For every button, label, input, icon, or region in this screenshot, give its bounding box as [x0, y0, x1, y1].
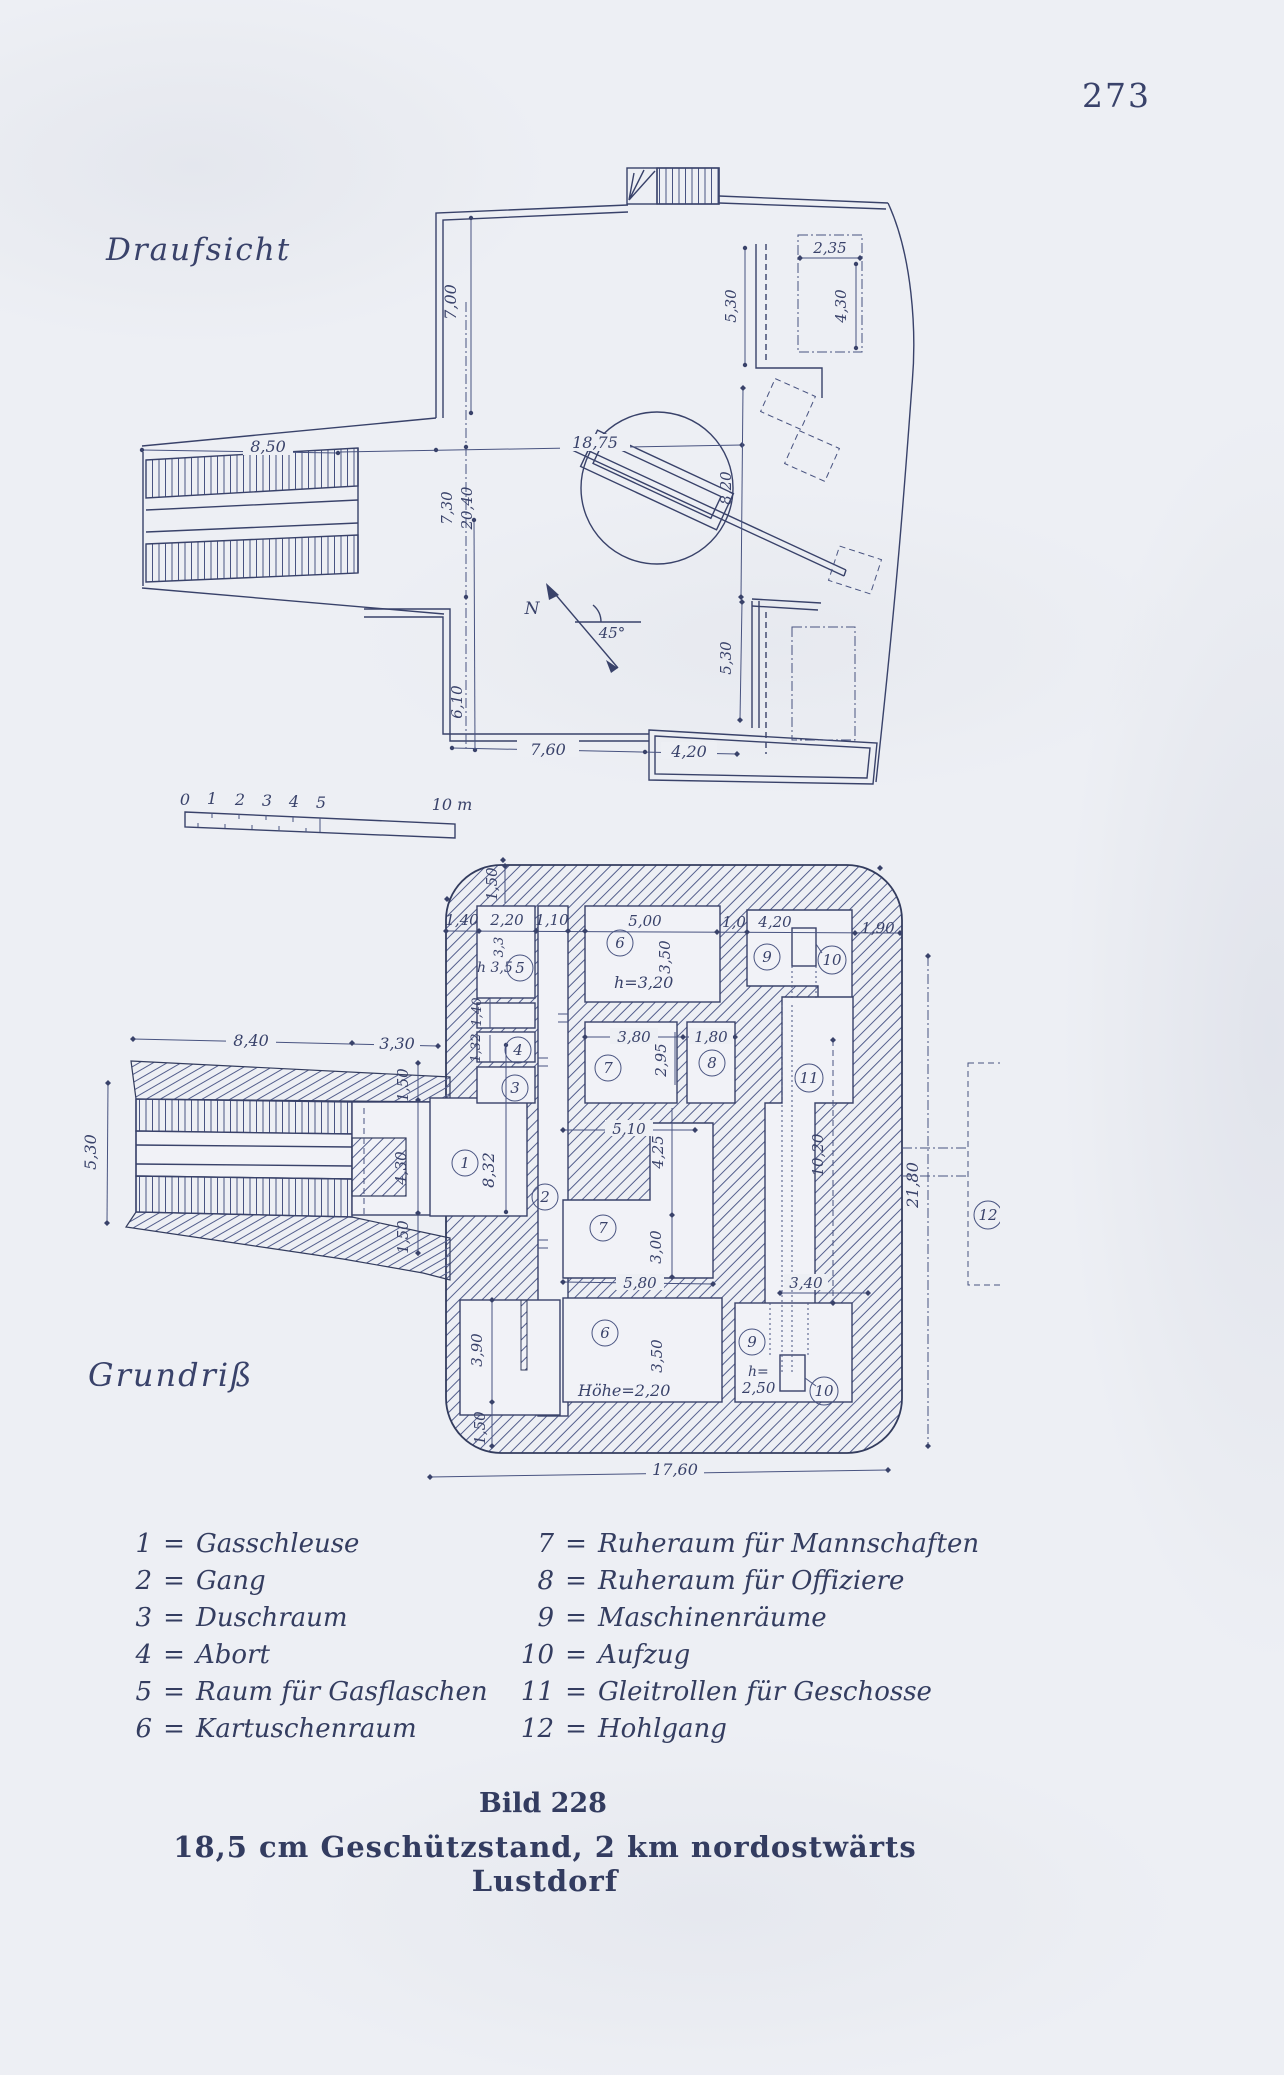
legend-equals: =: [565, 1603, 587, 1633]
legend-left-column: [98, 1526, 488, 1748]
page-number: 273: [1082, 76, 1151, 115]
g-dim-380: 3,80: [617, 1028, 651, 1046]
grundriss-title: Grundriß: [88, 1356, 254, 1394]
g-dim-390: 3,90: [468, 1333, 486, 1367]
svg-text:6: 6: [615, 934, 625, 952]
compass-north-arrow: [546, 583, 641, 673]
compass-angle-label: 45°: [598, 624, 626, 642]
legend-label: Abort: [196, 1640, 270, 1670]
g-dim-832: 8,32: [479, 1152, 498, 1188]
dim-700: 7,00: [441, 284, 460, 320]
dim-530-top: 5,30: [722, 289, 740, 323]
compass-n-label: N: [524, 599, 540, 619]
legend-number: 5: [135, 1677, 152, 1707]
legend-equals: =: [163, 1714, 185, 1744]
scale-tick-5: 5: [315, 793, 327, 812]
legend-row-1: [98, 1526, 488, 1563]
legend-number: 1: [135, 1529, 152, 1559]
dim-530-bottom: 5,30: [717, 641, 735, 675]
svg-text:10: 10: [814, 1382, 834, 1400]
right-walls-and-curve: [719, 196, 914, 782]
scale-end-label: 10 m: [431, 795, 473, 814]
staircase: [627, 168, 719, 204]
svg-text:2: 2: [540, 1188, 550, 1206]
legend-number: 4: [135, 1640, 152, 1670]
legend-row-7: [500, 1526, 979, 1563]
g-dim-2180: 21,80: [903, 1162, 922, 1208]
draufsicht-drawing: [60, 120, 960, 820]
legend-row-4: [98, 1637, 488, 1674]
legend-equals: =: [163, 1640, 185, 1670]
g-dim-350a: 3,50: [656, 940, 674, 974]
g-dim-1760: 17,60: [652, 1460, 698, 1479]
dim-760: 7,60: [530, 740, 566, 759]
g-dim-250: 2,50: [742, 1379, 776, 1397]
legend-number: 2: [135, 1566, 152, 1596]
figure-caption-number: Bild 228: [479, 1788, 607, 1819]
legend-number: 10: [520, 1640, 554, 1670]
dim-235: 2,35: [813, 239, 847, 257]
room-marker-12: [974, 1201, 1000, 1229]
legend-number: 6: [135, 1714, 152, 1744]
scale-tick-1: 1: [206, 789, 218, 808]
dim-430: 4,30: [832, 289, 850, 323]
legend-number: 3: [135, 1603, 152, 1633]
svg-text:7: 7: [598, 1219, 608, 1237]
dim-730: 7,30: [438, 491, 456, 525]
g-dim-220: 2,20: [490, 911, 524, 929]
svg-text:9: 9: [747, 1333, 757, 1351]
g-dim-500: 5,00: [628, 912, 662, 930]
scale-bar: [150, 770, 490, 850]
legend-equals: =: [163, 1566, 185, 1596]
g-dim-h35: h 3,5: [477, 960, 513, 976]
g-dim-425: 4,25: [649, 1135, 667, 1169]
legend-row-9: [500, 1600, 979, 1637]
dashed-annex-outlines: [761, 235, 882, 740]
g-dim-140: 1,40: [445, 911, 479, 929]
legend-label: Hohlgang: [598, 1714, 727, 1744]
g-dim-1020: 10,20: [809, 1133, 827, 1177]
scale-tick-3: 3: [261, 791, 273, 810]
legend-row-3: [98, 1600, 488, 1637]
legend-label: Ruheraum für Offiziere: [598, 1566, 905, 1596]
legend-equals: =: [565, 1640, 587, 1670]
svg-text:9: 9: [762, 948, 772, 966]
svg-text:8: 8: [707, 1054, 717, 1072]
g-dim-510: 5,10: [612, 1120, 646, 1138]
legend-equals: =: [163, 1529, 185, 1559]
legend-label: Ruheraum für Mannschaften: [598, 1529, 980, 1559]
g-dim-132: 1,32: [469, 1033, 484, 1063]
legend-equals: =: [163, 1603, 185, 1633]
legend-right-column: [500, 1526, 979, 1748]
legend-label: Maschinenräume: [598, 1603, 827, 1633]
figure-caption-text: 18,5 cm Geschützstand, 2 km nordostwärts Lustdorf: [173, 1830, 917, 1898]
legend-number: 8: [537, 1566, 554, 1596]
dim-2040: 20,40: [458, 486, 476, 530]
g-dim-150b: 1,50: [394, 1220, 412, 1254]
svg-text:6: 6: [600, 1324, 610, 1342]
dim-850: 8,50: [250, 437, 286, 456]
svg-text:7: 7: [603, 1059, 613, 1077]
g-dim-430v: 4,30: [392, 1151, 410, 1185]
legend-row-5: [98, 1674, 488, 1711]
legend-number: 12: [520, 1714, 554, 1744]
g-dim-10: 1,0: [722, 913, 746, 931]
svg-text:5: 5: [515, 959, 525, 977]
g-dim-350b: 3,50: [648, 1339, 666, 1373]
g-dim-150-bot: 1,50: [471, 1411, 489, 1445]
scale-tick-2: 2: [234, 790, 246, 809]
g-dim-heq: h=: [748, 1364, 769, 1380]
g-dim-330: 3,30: [379, 1034, 415, 1053]
grundriss-drawing: [60, 850, 1000, 1495]
dim-1875: 18,75: [572, 433, 618, 452]
svg-text:1: 1: [460, 1154, 470, 1172]
legend-equals: =: [565, 1714, 587, 1744]
dim-420: 4,20: [671, 742, 707, 761]
svg-text:12: 12: [978, 1206, 998, 1224]
svg-text:3: 3: [510, 1079, 520, 1097]
legend-row-10: [500, 1637, 979, 1674]
g-dim-530: 5,30: [81, 1134, 100, 1170]
legend-label: Duschraum: [196, 1603, 348, 1633]
g-dim-300: 3,00: [647, 1230, 665, 1264]
g-dim-150a: 1,50: [394, 1068, 412, 1102]
g-dim-840: 8,40: [233, 1031, 269, 1050]
legend-equals: =: [163, 1677, 185, 1707]
draufsicht-title: Draufsicht: [106, 232, 292, 268]
dim-610: 6,10: [448, 685, 466, 719]
legend-equals: =: [565, 1566, 587, 1596]
g-dim-295: 2,95: [652, 1043, 670, 1077]
ramp-stairs: [136, 1099, 352, 1217]
g-dim-hoehe220: Höhe=2,20: [578, 1381, 671, 1400]
g-dim-140b: 1,40: [470, 997, 485, 1027]
g-dim-110: 1,10: [535, 911, 569, 929]
upper-enclosure-walls: [436, 205, 628, 418]
legend-label: Gang: [196, 1566, 266, 1596]
scale-tick-4: 4: [288, 792, 300, 811]
svg-text:11: 11: [799, 1069, 819, 1087]
g-dim-h320: h=3,20: [614, 973, 674, 992]
g-dim-33: 3,3: [492, 936, 507, 958]
legend-equals: =: [565, 1529, 587, 1559]
legend-equals: =: [565, 1677, 587, 1707]
legend-label: Raum für Gasflaschen: [196, 1677, 488, 1707]
legend-row-12: [500, 1711, 979, 1748]
legend-label: Aufzug: [598, 1640, 691, 1670]
legend-number: 9: [537, 1603, 554, 1633]
scale-bar-geometry: [185, 812, 455, 838]
svg-text:4: 4: [513, 1041, 523, 1059]
g-dim-340: 3,40: [789, 1274, 823, 1292]
legend-row-11: [500, 1674, 979, 1711]
legend-number: 11: [520, 1677, 554, 1707]
legend-label: Gasschleuse: [196, 1529, 360, 1559]
legend-label: Kartuschenraum: [196, 1714, 417, 1744]
g-dim-420: 4,20: [758, 913, 792, 931]
g-dim-580: 5,80: [623, 1274, 657, 1292]
legend-row-8: [500, 1563, 979, 1600]
legend-label: Gleitrollen für Geschosse: [598, 1677, 932, 1707]
g-dim-190: 1,90: [861, 919, 895, 937]
svg-text:10: 10: [822, 951, 842, 969]
scale-tick-0: 0: [179, 790, 191, 809]
legend-row-6: [98, 1711, 488, 1748]
dim-820: 8,20: [717, 471, 735, 505]
g-dim-150-top: 1,50: [483, 867, 501, 901]
legend-number: 7: [537, 1529, 554, 1559]
legend-row-2: [98, 1563, 488, 1600]
g-dim-180: 1,80: [694, 1028, 728, 1046]
